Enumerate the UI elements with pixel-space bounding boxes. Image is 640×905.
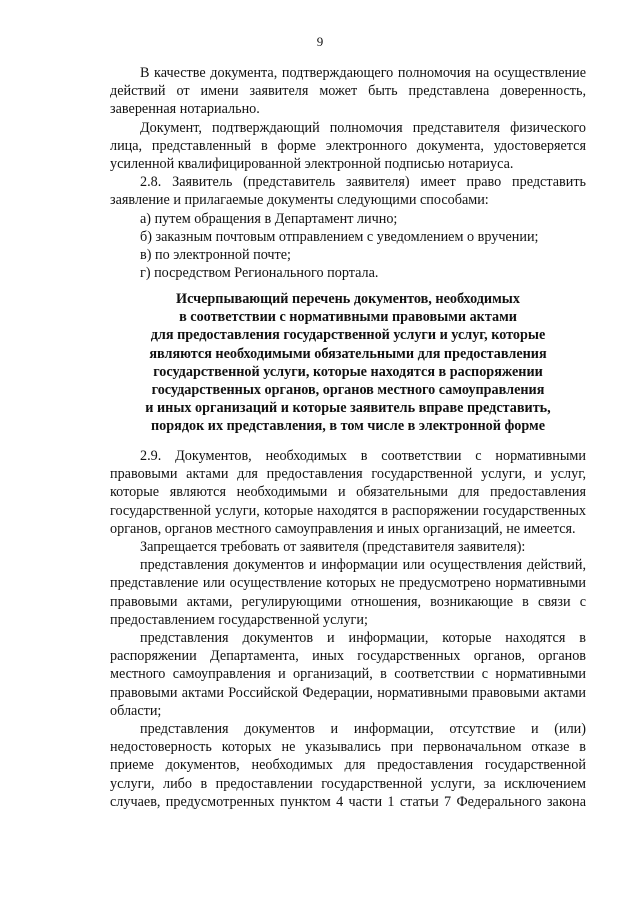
paragraph-2-9: 2.9. Документов, необходимых в соответствии с нормативными правовыми актами для предоставления государственной услуги, и услуг, которые являются необходимыми и обязательными для предоставления государственной услуги, которые находятся в распоряжении государственных органов, органов местного самоуправления и иных организаций, не имеется. xyxy=(110,448,586,537)
method-item: б) заказным почтовым отправлением с уведомлением о вручении; xyxy=(140,228,539,245)
heading-line: Исчерпывающий перечень документов, необходимых xyxy=(176,291,520,307)
prohibited-item: представления документов и информации или осуществления действий, представление или осуществление которых не предусмотрено нормативными правовыми актами, регулирующими отношения, возникающие в связи с предоставлением государственной услуги; xyxy=(110,557,586,628)
heading-line: и иных организаций и которые заявитель вправе представить, xyxy=(145,400,551,417)
heading-line: государственной услуги, которые находятся в распоряжении xyxy=(153,363,543,380)
paragraph-power-of-attorney: В качестве документа, подтверждающего полномочия на осуществление действий от имени заявителя может быть представлена доверенность, заверенная нотариально. xyxy=(110,65,586,118)
prohibited-item: представления документов и информации, которые находятся в распоряжении Департамента, иных государственных органов, органов местного самоуправления и организаций, в соответствии с нормативными правовыми актами Российской Федерации, нормативными правовыми актами области; xyxy=(110,630,586,719)
method-item: г) посредством Регионального портала. xyxy=(140,265,379,282)
prohibited-item: представления документов и информации, отсутствие и (или) недостоверность которых не указывались при первоначальном отказе в приеме документов, необходимых для предоставления государственной услуги, либо в предоставлении государственной услуги, за исключением случаев, предусмотренных пунктом 4 части 1 статьи 7 Федерального закона xyxy=(110,721,586,810)
section-heading xyxy=(110,290,586,436)
prohibited-intro: Запрещается требовать от заявителя (представителя заявителя): xyxy=(140,539,526,556)
heading-line: государственных органов, органов местного самоуправления xyxy=(151,382,545,399)
bottom-section xyxy=(110,447,586,811)
heading-line: порядок их представления, в том числе в электронной форме xyxy=(150,418,546,435)
top-section xyxy=(110,64,586,282)
heading-line: для предоставления государственной услуги и услуг, которые xyxy=(150,327,546,344)
heading-line: являются необходимыми обязательными для предоставления xyxy=(149,345,547,362)
page-number: 9 xyxy=(316,34,324,49)
heading-line: в соответствии с нормативными правовыми актами xyxy=(179,309,517,326)
method-item: в) по электронной почте; xyxy=(140,247,291,264)
paragraph-2-8: 2.8. Заявитель (представитель заявителя) имеет право представить заявление и прилагаемые документы следующими способами: xyxy=(110,174,586,209)
paragraph-electronic-document: Документ, подтверждающий полномочия представителя физического лица, представленный в форме электронного документа, удостоверяется усиленной квалифицированной электронной подписью нотариуса. xyxy=(110,119,586,173)
method-item: а) путем обращения в Департамент лично; xyxy=(140,210,398,227)
